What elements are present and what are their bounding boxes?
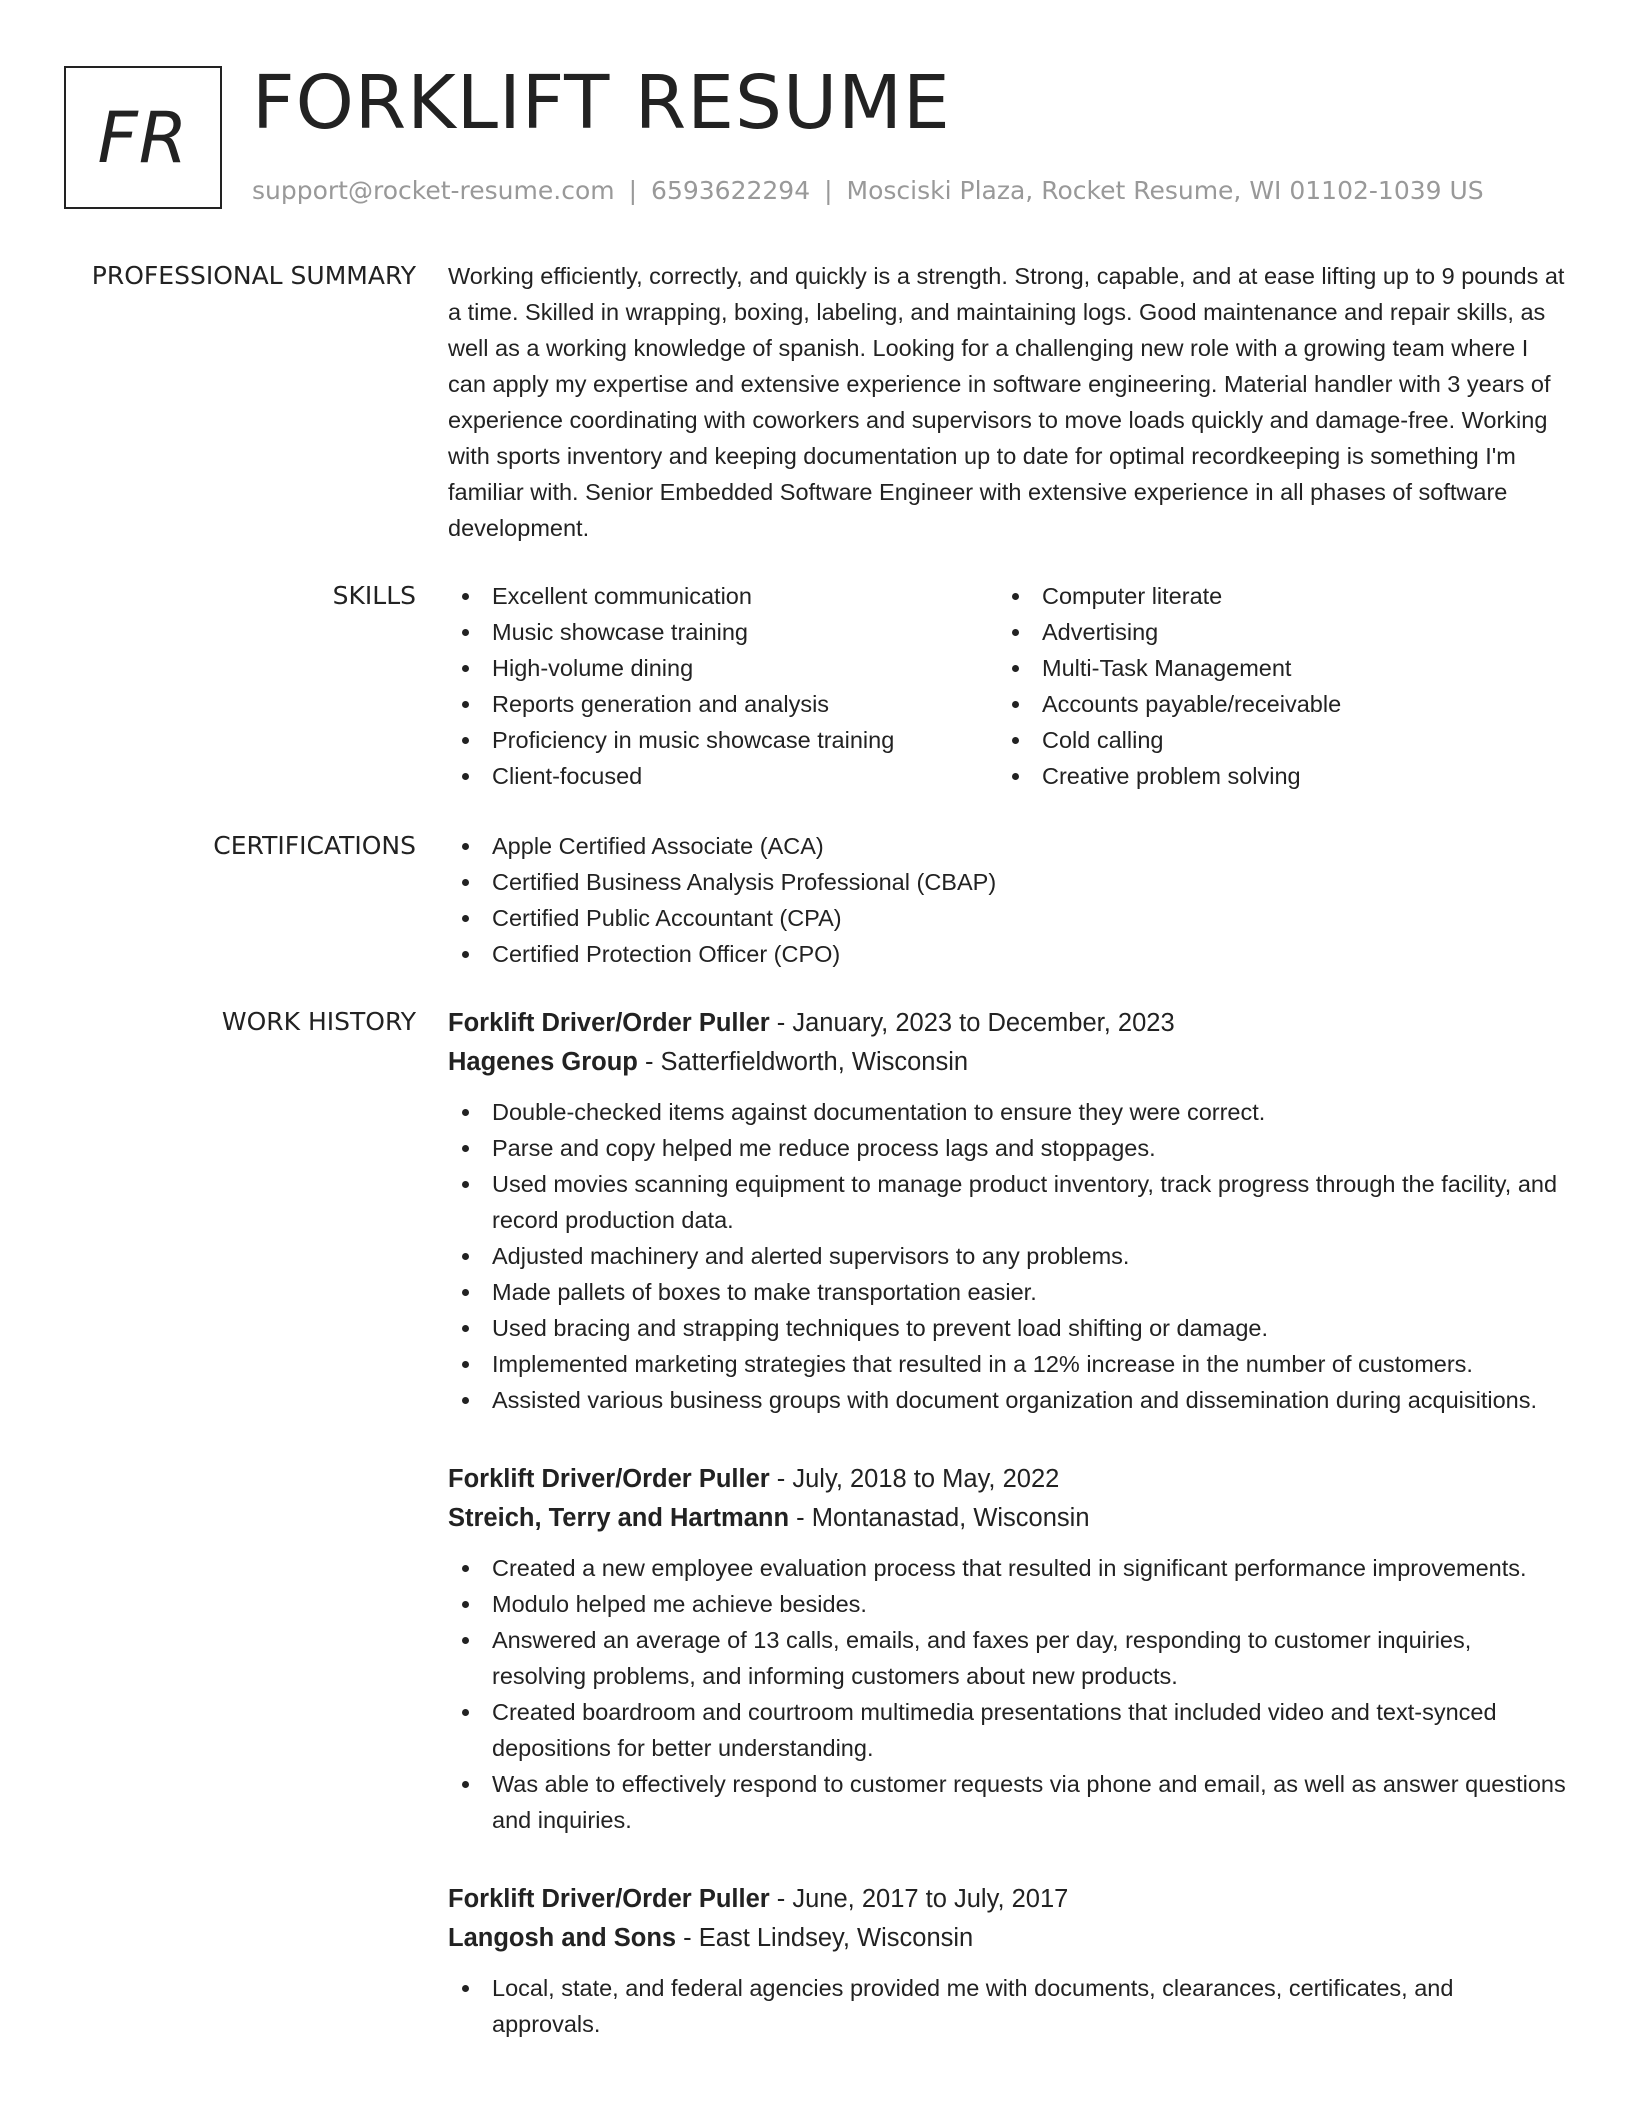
job-location: Satterfieldworth, Wisconsin: [660, 1048, 969, 1076]
certifications-heading: CERTIFICATIONS: [213, 831, 416, 860]
job-duty: Double-checked items against documentation to ensure they were correct.: [448, 1094, 1568, 1130]
job-dates: January, 2023 to December, 2023: [792, 1009, 1175, 1037]
job-title-line: [448, 1880, 1568, 1919]
job-entry: [448, 1460, 1568, 1838]
job-title-line: [448, 1004, 1568, 1043]
skill-item: Cold calling: [998, 722, 1548, 758]
job-dash: -: [637, 1048, 661, 1076]
job-duties-list: [448, 1094, 1568, 1418]
skill-item: Client-focused: [448, 758, 998, 794]
skills-heading: SKILLS: [332, 581, 416, 610]
skill-item: Music showcase training: [448, 614, 998, 650]
job-entry: [448, 1880, 1568, 2042]
skill-item: Computer literate: [998, 578, 1548, 614]
job-dates: June, 2017 to July, 2017: [792, 1885, 1069, 1913]
work-history-heading: WORK HISTORY: [221, 1007, 416, 1036]
certification-item: Certified Public Accountant (CPA): [448, 900, 1568, 936]
job-duty: Used bracing and strapping techniques to prevent load shifting or damage.: [448, 1310, 1568, 1346]
skill-item: Proficiency in music showcase training: [448, 722, 998, 758]
skill-item: Reports generation and analysis: [448, 686, 998, 722]
certifications-list: [448, 828, 1568, 972]
job-duty: Created a new employee evaluation process that resulted in significant performance improvements.: [448, 1550, 1568, 1586]
job-duty: Adjusted machinery and alerted supervisors to any problems.: [448, 1238, 1568, 1274]
job-title: Forklift Driver/Order Puller: [448, 1009, 770, 1037]
job-title: Forklift Driver/Order Puller: [448, 1465, 770, 1493]
job-duty: Implemented marketing strategies that resulted in a 12% increase in the number of customers.: [448, 1346, 1568, 1382]
job-dash: -: [676, 1924, 699, 1952]
contact-separator: |: [824, 176, 833, 205]
job-location: East Lindsey, Wisconsin: [698, 1924, 974, 1952]
contact-address: Mosciski Plaza, Rocket Resume, WI 01102-1039 US: [846, 176, 1484, 205]
job-entry: [448, 1004, 1568, 1418]
job-duty: Made pallets of boxes to make transportation easier.: [448, 1274, 1568, 1310]
work-history-body: [448, 1004, 1568, 2084]
summary-body: [448, 258, 1568, 546]
certification-item: Certified Protection Officer (CPO): [448, 936, 1568, 972]
skill-item: Creative problem solving: [998, 758, 1548, 794]
job-dash: -: [769, 1009, 793, 1037]
job-title-line: [448, 1460, 1568, 1499]
contact-phone: 6593622294: [651, 176, 811, 205]
contact-separator: |: [628, 176, 638, 205]
certification-item: Certified Business Analysis Professional (CBAP): [448, 864, 1568, 900]
job-company: Streich, Terry and Hartmann: [448, 1504, 790, 1532]
job-location: Montanastad, Wisconsin: [811, 1504, 1090, 1532]
job-company-line: [448, 1043, 1568, 1082]
job-company: Hagenes Group: [448, 1048, 638, 1076]
job-duty: Was able to effectively respond to customer requests via phone and email, as well as answer questions and inquiries.: [448, 1766, 1568, 1838]
job-title: Forklift Driver/Order Puller: [448, 1885, 770, 1913]
monogram-initials: FR: [97, 96, 189, 179]
certifications-body: [448, 828, 1568, 972]
resume-name: FORKLIFT RESUME: [252, 60, 951, 146]
monogram-box: [64, 66, 222, 209]
job-duty: Answered an average of 13 calls, emails, and faxes per day, responding to customer inquiries, resolving problems, and informing customers about new products.: [448, 1622, 1568, 1694]
job-duty: Modulo helped me achieve besides.: [448, 1586, 1568, 1622]
skill-item: Accounts payable/receivable: [998, 686, 1548, 722]
contact-line: [252, 174, 1484, 208]
job-dates: July, 2018 to May, 2022: [792, 1465, 1060, 1493]
summary-heading: PROFESSIONAL SUMMARY: [91, 261, 416, 290]
skills-list-right: [998, 578, 1548, 794]
job-dash: -: [769, 1465, 793, 1493]
job-duty: Used movies scanning equipment to manage product inventory, track progress through the facility, and record production data.: [448, 1166, 1568, 1238]
job-dash: -: [769, 1885, 793, 1913]
skill-item: Multi-Task Management: [998, 650, 1548, 686]
contact-email: support@rocket-resume.com: [252, 176, 615, 205]
job-duties-list: [448, 1970, 1568, 2042]
skills-columns: [448, 578, 1568, 794]
job-duty: Parse and copy helped me reduce process lags and stoppages.: [448, 1130, 1568, 1166]
job-duty: Created boardroom and courtroom multimedia presentations that included video and text-synced depositions for better understanding.: [448, 1694, 1568, 1766]
summary-text: Working efficiently, correctly, and quickly is a strength. Strong, capable, and at ease lifting up to 9 pounds at a time. Skilled in wrapping, boxing, labeling, and maintaining logs. Good maintenance and repair skills, as well as a working knowledge of spanish. Looking for a challenging new role with a growing team where I can apply my expertise and extensive experience in software engineering. Material handler with 3 years of experience coordinating with coworkers and supervisors to move loads quickly and damage-free. Working with sports inventory and keeping documentation up to date for optimal recordkeeping is something I'm familiar with. Senior Embedded Software Engineer with extensive experience in all phases of software development.: [448, 263, 1565, 541]
job-duties-list: [448, 1550, 1568, 1838]
job-company-line: [448, 1919, 1568, 1958]
skill-item: Excellent communication: [448, 578, 998, 614]
skill-item: High-volume dining: [448, 650, 998, 686]
skills-list-left: [448, 578, 998, 794]
job-company-line: [448, 1499, 1568, 1538]
job-duty: Local, state, and federal agencies provided me with documents, clearances, certificates, and approvals.: [448, 1970, 1568, 2042]
skill-item: Advertising: [998, 614, 1548, 650]
certification-item: Apple Certified Associate (ACA): [448, 828, 1568, 864]
job-dash: -: [789, 1504, 812, 1532]
job-duty: Assisted various business groups with document organization and dissemination during acquisitions.: [448, 1382, 1568, 1418]
job-company: Langosh and Sons: [448, 1924, 677, 1952]
